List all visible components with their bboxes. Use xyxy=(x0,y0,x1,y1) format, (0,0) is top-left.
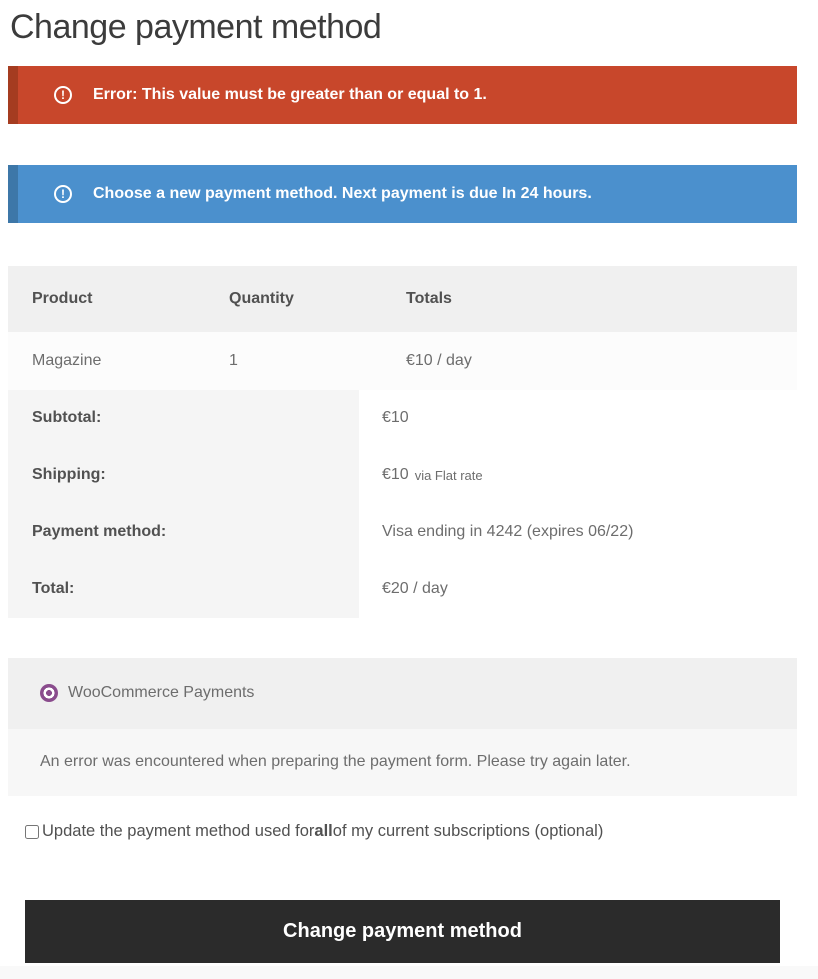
update-all-text-after: of my current subscriptions (optional) xyxy=(332,822,604,840)
exclamation-circle-icon: ! xyxy=(54,86,72,104)
payment-method-option-label: WooCommerce Payments xyxy=(68,684,255,701)
payment-method-option-woocommerce-payments[interactable] xyxy=(8,658,797,729)
shipping-value xyxy=(359,447,797,504)
order-summary-table xyxy=(8,266,797,618)
subtotal-value: €10 xyxy=(359,390,797,447)
payment-method-label: Payment method: xyxy=(8,504,359,561)
page-footer-strip xyxy=(0,966,818,979)
shipping-amount: €10 xyxy=(382,466,409,483)
payment-methods-box xyxy=(8,658,797,796)
update-all-checkbox[interactable] xyxy=(25,825,39,839)
error-notice-text: Error: This value must be greater than or equal to 1. xyxy=(93,85,487,103)
update-all-text-before: Update the payment method used for xyxy=(42,822,315,840)
update-all-text-bold: all xyxy=(314,822,333,840)
shipping-label: Shipping: xyxy=(8,447,359,504)
info-notice xyxy=(8,165,797,223)
column-header-product: Product xyxy=(32,289,93,307)
column-header-totals: Totals xyxy=(406,289,452,307)
shipping-method-note: via Flat rate xyxy=(414,467,483,483)
column-header-quantity: Quantity xyxy=(229,289,294,307)
info-notice-text: Choose a new payment method. Next payment is due In 24 hours. xyxy=(93,184,592,202)
product-total-cell: €10 / day xyxy=(406,351,472,369)
payment-method-value: Visa ending in 4242 (expires 06/22) xyxy=(359,504,797,561)
product-name-cell: Magazine xyxy=(32,351,102,369)
payment-form-error-area xyxy=(8,729,797,796)
subtotal-label: Subtotal: xyxy=(8,390,359,447)
total-label: Total: xyxy=(8,561,359,618)
table-footer-row-payment-method xyxy=(8,504,797,561)
table-row xyxy=(8,332,797,390)
page-title: Change payment method xyxy=(10,8,382,46)
change-payment-method-button[interactable]: Change payment method xyxy=(25,900,780,963)
info-circle-icon: ! xyxy=(54,185,72,203)
table-footer-row-subtotal xyxy=(8,390,797,447)
table-header-row xyxy=(8,266,797,332)
update-all-subscriptions-row[interactable] xyxy=(25,820,805,844)
product-quantity-cell: 1 xyxy=(229,351,238,369)
payment-form-error-text: An error was encountered when preparing the payment form. Please try again later. xyxy=(40,753,631,770)
radio-selected-icon[interactable] xyxy=(40,684,58,702)
table-footer-row-shipping xyxy=(8,447,797,504)
table-footer-row-total xyxy=(8,561,797,618)
total-value: €20 / day xyxy=(359,561,797,618)
error-notice xyxy=(8,66,797,124)
